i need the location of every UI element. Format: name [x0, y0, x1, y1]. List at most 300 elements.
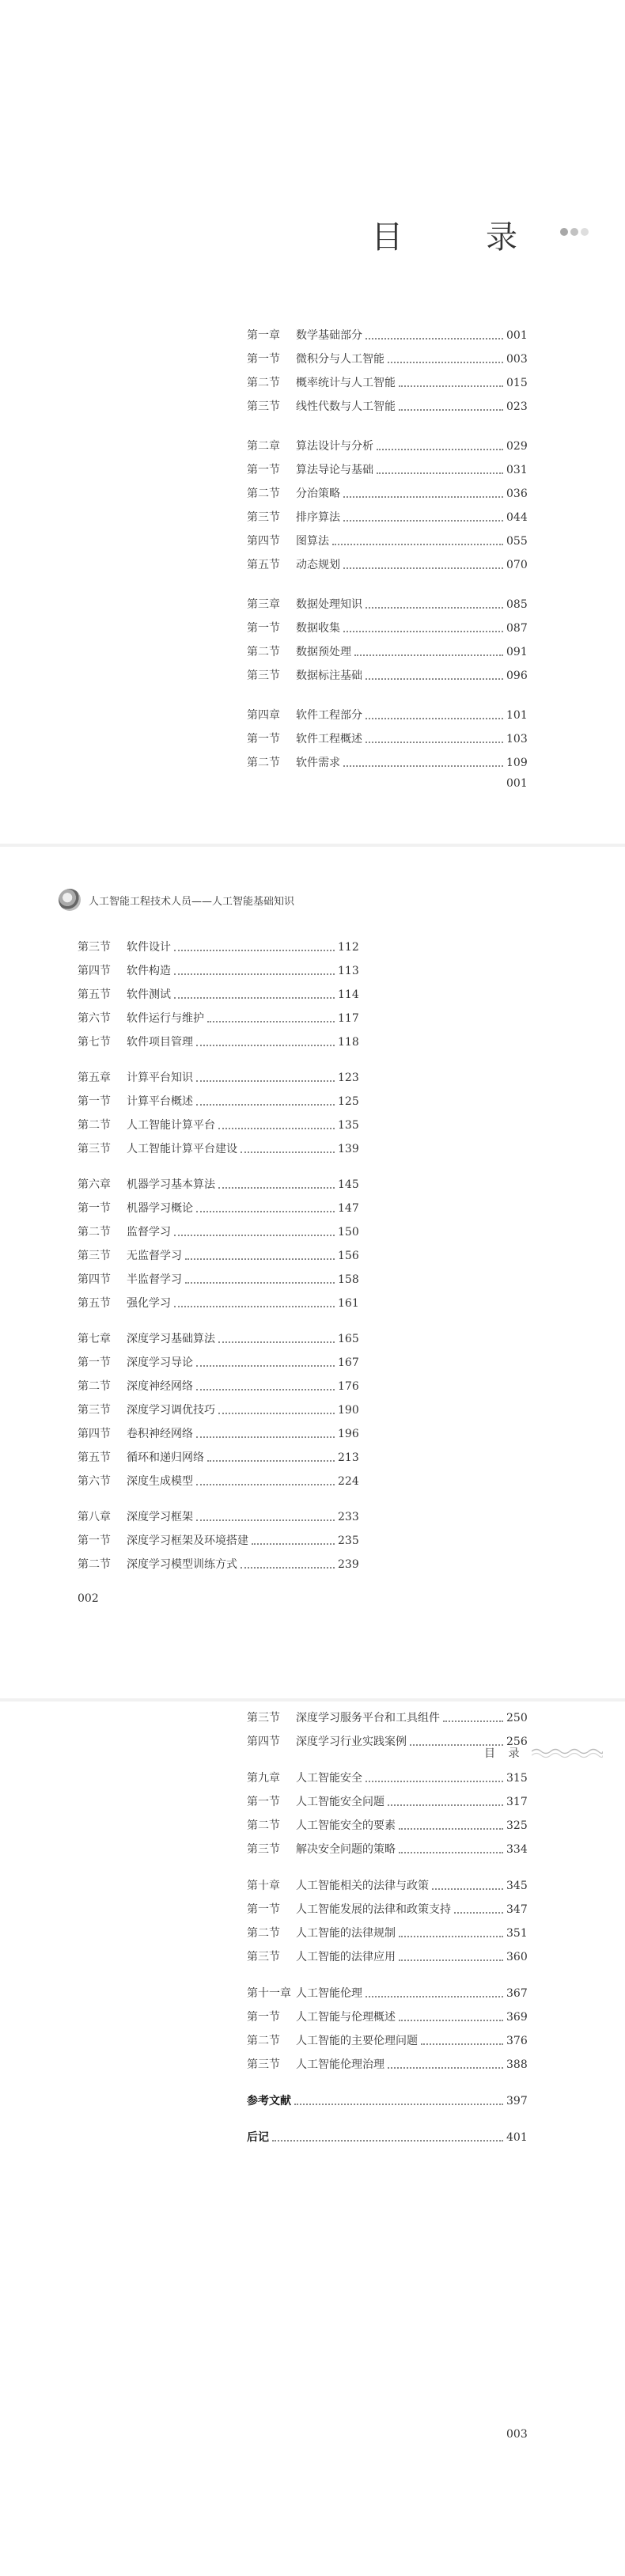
- toc-entry-title: 深度生成模型: [127, 1475, 193, 1488]
- toc-chapter-entry[interactable]: [247, 1984, 528, 2001]
- toc-section-entry[interactable]: [247, 2008, 528, 2025]
- toc-entry-label: 第二节: [247, 2035, 280, 2047]
- toc-entry-page: 031: [506, 464, 528, 476]
- toc-entry-page: 123: [338, 1072, 359, 1084]
- toc-entry-title: 强化学习: [127, 1297, 171, 1310]
- dot-leader: [252, 1543, 335, 1545]
- toc-entry-label: 第三节: [247, 1712, 280, 1724]
- toc-entry-label: 第二节: [247, 488, 280, 500]
- toc-section-entry[interactable]: [247, 397, 528, 415]
- dot-leader: [185, 1258, 335, 1260]
- dot-leader: [207, 1460, 335, 1462]
- toc-entry-page: 139: [338, 1143, 359, 1155]
- toc-entry-title: 参考文献: [247, 2095, 291, 2107]
- toc-section-entry[interactable]: [78, 962, 357, 979]
- toc-entry-label: 第一节: [247, 464, 280, 476]
- toc-section-entry[interactable]: [78, 1294, 357, 1311]
- toc-section-entry[interactable]: [78, 1401, 357, 1418]
- toc-section-entry[interactable]: [78, 1199, 357, 1216]
- toc-entry-label: 第三章: [247, 598, 280, 611]
- toc-section-entry[interactable]: [78, 1033, 357, 1050]
- toc-entry-page: 158: [338, 1273, 359, 1286]
- dot-leader: [366, 742, 503, 743]
- dot-leader: [377, 472, 503, 474]
- toc-entry-label: 第三节: [247, 400, 280, 413]
- toc-entry-page: 345: [506, 1880, 528, 1892]
- toc-entry-page: 388: [506, 2058, 528, 2071]
- toc-entry-page: 029: [506, 440, 528, 453]
- toc-section-entry[interactable]: [247, 1816, 528, 1834]
- toc-entry-page: 015: [506, 377, 528, 389]
- toc-entry-label: 第五节: [78, 1451, 111, 1464]
- toc-entry-page: 250: [506, 1712, 528, 1724]
- dot-leader: [272, 2140, 503, 2142]
- toc-entry-label: 第二节: [78, 1119, 111, 1132]
- toc-entry-page: 376: [506, 2035, 528, 2047]
- dot-leader: [196, 1365, 335, 1367]
- toc-section-entry[interactable]: [78, 1555, 357, 1573]
- dot-leader: [218, 1341, 335, 1343]
- toc-entry-title: 人工智能发展的法律和政策支持: [296, 1903, 451, 1916]
- toc-entry-title: 解决安全问题的策略: [296, 1843, 396, 1856]
- toc-section-entry[interactable]: [247, 1924, 528, 1941]
- dot-leader: [432, 1888, 503, 1890]
- toc-chapter-entry[interactable]: [247, 1876, 528, 1894]
- toc-section-entry[interactable]: [247, 730, 528, 747]
- toc-section-entry[interactable]: [78, 938, 357, 955]
- toc-section-entry[interactable]: [78, 1425, 357, 1442]
- toc-entry-page: 103: [506, 733, 528, 745]
- toc-entry-label: 第三节: [78, 1404, 111, 1417]
- toc-entry-label: 第四节: [78, 1273, 111, 1286]
- toc-entry-label: 第六章: [78, 1178, 111, 1191]
- toc-entry-title: 深度学习导论: [127, 1356, 193, 1369]
- dot-leader: [454, 1912, 503, 1914]
- toc-entry-label: 第五章: [78, 1072, 111, 1084]
- toc-entry-page: 360: [506, 1951, 528, 1963]
- dot-leader: [366, 1781, 503, 1782]
- toc-section-entry[interactable]: [247, 532, 528, 549]
- toc-entry-label: 第四节: [78, 965, 111, 977]
- toc-entry-page: 239: [338, 1558, 359, 1571]
- toc-entry-title: 人工智能的法律应用: [296, 1951, 396, 1963]
- dot-leader: [388, 2067, 503, 2069]
- dot-leader: [185, 1282, 335, 1284]
- toc-page-3: [0, 1702, 625, 2576]
- toc-entry-page: 190: [338, 1404, 359, 1417]
- toc-section-entry[interactable]: [247, 1948, 528, 1965]
- dot-leader: [343, 496, 503, 498]
- toc-entry-page: 135: [338, 1119, 359, 1132]
- toc-entry-label: 第一节: [78, 1202, 111, 1215]
- toc-chapter-entry[interactable]: [78, 1175, 357, 1193]
- toc-entry-label: 第二节: [78, 1558, 111, 1571]
- toc-entry-label: 第一节: [247, 622, 280, 635]
- toc-entry-title: 深度学习行业实践案例: [296, 1736, 407, 1748]
- dot-leader: [196, 1211, 335, 1212]
- toc-entry-page: 003: [506, 353, 528, 366]
- toc-chapter-entry[interactable]: [247, 1769, 528, 1786]
- toc-page-2: [0, 847, 625, 1702]
- dot-leader: [443, 1720, 503, 1722]
- toc-section-entry[interactable]: [78, 1270, 357, 1288]
- toc-entry-title: 深度学习服务平台和工具组件: [296, 1712, 440, 1724]
- toc-entry-label: 第一节: [247, 1796, 280, 1808]
- toc-entry-page: 233: [338, 1511, 359, 1523]
- dot-leader: [196, 1045, 335, 1046]
- dot-leader: [241, 1151, 335, 1153]
- dot-leader: [366, 678, 503, 680]
- toc-entry-label: 第三节: [247, 1843, 280, 1856]
- toc-entry-label: 第三节: [247, 1951, 280, 1963]
- dot-leader: [196, 1104, 335, 1106]
- toc-section-entry[interactable]: [247, 556, 528, 573]
- toc-chapter-entry[interactable]: [247, 706, 528, 723]
- toc-entry-page: 367: [506, 1987, 528, 2000]
- toc-entry-title: 深度学习基础算法: [127, 1333, 215, 1345]
- toc-entry-title: 循环和递归网络: [127, 1451, 204, 1464]
- toc-section-entry[interactable]: [78, 1472, 357, 1489]
- dot-leader: [399, 1852, 503, 1853]
- toc-entry-title: 图算法: [296, 535, 329, 548]
- toc-entry-label: 第八章: [78, 1511, 111, 1523]
- toc-entry-page: 150: [338, 1226, 359, 1239]
- toc-entry-page: 112: [338, 941, 359, 954]
- toc-entry-page: 176: [338, 1380, 359, 1393]
- dot-leader: [410, 1744, 503, 1746]
- page-number: 001: [506, 777, 528, 790]
- toc-entry-page: 334: [506, 1843, 528, 1856]
- toc-entry-page: 224: [338, 1475, 359, 1488]
- toc-entry-label: 第二节: [247, 646, 280, 658]
- dot-leader: [294, 2104, 503, 2105]
- toc-entry-label: 第二章: [247, 440, 280, 453]
- toc-entry-page: 165: [338, 1333, 359, 1345]
- toc-chapter-entry[interactable]: [78, 1508, 357, 1525]
- toc-section-entry[interactable]: [247, 1709, 528, 1726]
- toc-entry-page: 101: [506, 709, 528, 722]
- toc-entry-title: 软件需求: [296, 757, 340, 769]
- toc-entry-label: 第五节: [247, 559, 280, 571]
- running-header-text: 人工智能工程技术人员——人工智能基础知识: [89, 895, 295, 908]
- toc-entry-page: 096: [506, 670, 528, 682]
- dot-leader: [174, 950, 335, 951]
- toc-entry-title: 软件设计: [127, 941, 171, 954]
- toc-entry-title: 人工智能伦理: [296, 1987, 362, 2000]
- toc-chapter-entry[interactable]: [78, 1068, 357, 1086]
- toc-section-entry[interactable]: [78, 1140, 357, 1157]
- dot-leader: [377, 449, 503, 450]
- dot-leader: [343, 520, 503, 522]
- toc-entry-title: 人工智能安全问题: [296, 1796, 384, 1808]
- running-header: [59, 889, 294, 911]
- toc-entry-label: 第六节: [78, 1475, 111, 1488]
- toc-entry-title: 数据收集: [296, 622, 340, 635]
- toc-entry-label: 第二节: [78, 1226, 111, 1239]
- dot-leader: [366, 718, 503, 719]
- toc-entry-label: 第六节: [78, 1012, 111, 1025]
- toc-entry-page: 401: [506, 2131, 528, 2144]
- dot-leader: [388, 362, 503, 363]
- dot-leader: [421, 2043, 503, 2045]
- toc-section-entry[interactable]: [247, 484, 528, 502]
- toc-entry-title: 深度神经网络: [127, 1380, 193, 1393]
- dot-leader: [399, 2020, 503, 2021]
- toc-entry-label: 第二节: [247, 377, 280, 389]
- toc-backmatter-entry[interactable]: [247, 2128, 528, 2145]
- dot-leader: [196, 1389, 335, 1390]
- toc-section-entry[interactable]: [78, 1531, 357, 1549]
- toc-entry-label: 第三节: [247, 2058, 280, 2071]
- toc-entry-page: 145: [338, 1178, 359, 1191]
- dot-leader: [174, 1235, 335, 1236]
- toc-entry-title: 数据预处理: [296, 646, 351, 658]
- dot-leader: [174, 997, 335, 999]
- toc-entry-page: 044: [506, 511, 528, 524]
- toc-entry-title: 线性代数与人工智能: [296, 400, 396, 413]
- toc-chapter-entry[interactable]: [247, 437, 528, 454]
- toc-entry-title: 算法设计与分析: [296, 440, 373, 453]
- dot-leader: [196, 1519, 335, 1521]
- toc-section-entry[interactable]: [247, 1840, 528, 1857]
- toc-section-entry[interactable]: [78, 1246, 357, 1264]
- toc-backmatter-entry[interactable]: [247, 2092, 528, 2109]
- toc-entry-title: 排序算法: [296, 511, 340, 524]
- toc-entry-title: 数据处理知识: [296, 598, 362, 611]
- toc-entry-title: 动态规划: [296, 559, 340, 571]
- toc-section-entry[interactable]: [78, 985, 357, 1003]
- dot-leader: [388, 1804, 503, 1806]
- toc-entry-page: 351: [506, 1927, 528, 1940]
- toc-entry-page: 091: [506, 646, 528, 658]
- toc-entry-page: 167: [338, 1356, 359, 1369]
- toc-entry-title: 半监督学习: [127, 1273, 182, 1286]
- toc-entry-page: 235: [338, 1535, 359, 1547]
- toc-entry-page: 196: [338, 1428, 359, 1440]
- toc-section-entry[interactable]: [247, 666, 528, 684]
- toc-entry-title: 人工智能安全的要素: [296, 1819, 396, 1832]
- dot-leader: [399, 1828, 503, 1830]
- toc-entry-label: 第三节: [247, 670, 280, 682]
- dot-leader: [241, 1567, 335, 1569]
- toc-entry-title: 概率统计与人工智能: [296, 377, 396, 389]
- toc-section-entry[interactable]: [78, 1223, 357, 1240]
- toc-entry-label: 第一节: [78, 1535, 111, 1547]
- toc-entry-title: 软件测试: [127, 988, 171, 1001]
- toc-section-entry[interactable]: [247, 753, 528, 771]
- toc-entry-label: 第二节: [247, 757, 280, 769]
- toc-section-entry[interactable]: [247, 350, 528, 367]
- toc-section-entry[interactable]: [78, 1377, 357, 1394]
- toc-entry-title: 人工智能的法律规制: [296, 1927, 396, 1940]
- dot-leader: [174, 1306, 335, 1307]
- dot-leader: [366, 1996, 503, 1997]
- toc-entry-label: 第一节: [78, 1356, 111, 1369]
- toc-entry-title: 数学基础部分: [296, 329, 362, 342]
- page-number: 003: [506, 2428, 528, 2441]
- dot-leader: [399, 385, 503, 387]
- toc-entry-page: 109: [506, 757, 528, 769]
- toc-section-entry[interactable]: [247, 1793, 528, 1810]
- toc-entry-label: 第三节: [247, 511, 280, 524]
- toc-entry-page: 317: [506, 1796, 528, 1808]
- toc-entry-title: 机器学习概论: [127, 1202, 193, 1215]
- toc-entry-label: 第二节: [247, 1927, 280, 1940]
- toc-entry-page: 114: [338, 988, 359, 1001]
- toc-entry-title: 人工智能相关的法律与政策: [296, 1880, 429, 1892]
- dot-leader: [366, 607, 503, 609]
- toc-entry-page: 125: [338, 1095, 359, 1108]
- toc-entry-label: 第一章: [247, 329, 280, 342]
- toc-entry-page: 347: [506, 1903, 528, 1916]
- toc-entry-page: 156: [338, 1250, 359, 1262]
- toc-title: 目 录: [371, 219, 554, 256]
- toc-entry-page: 256: [506, 1736, 528, 1748]
- wave-decoration-icon: [532, 1747, 603, 1759]
- dot-leader: [218, 1128, 335, 1129]
- toc-entry-title: 人工智能计算平台: [127, 1119, 215, 1132]
- toc-entry-page: 023: [506, 400, 528, 413]
- dot-leader: [174, 973, 335, 975]
- toc-entry-label: 第三节: [78, 1143, 111, 1155]
- toc-entry-title: 软件运行与维护: [127, 1012, 204, 1025]
- toc-entry-page: 315: [506, 1772, 528, 1785]
- toc-page-1: [0, 0, 625, 847]
- toc-entry-page: 055: [506, 535, 528, 548]
- toc-entry-title: 深度学习调优技巧: [127, 1404, 215, 1417]
- toc-entry-page: 085: [506, 598, 528, 611]
- toc-entry-label: 第三节: [78, 1250, 111, 1262]
- toc-entry-label: 第二节: [247, 1819, 280, 1832]
- toc-entry-title: 无监督学习: [127, 1250, 182, 1262]
- toc-entry-page: 325: [506, 1819, 528, 1832]
- toc-entry-title: 人工智能与伦理概述: [296, 2011, 396, 2024]
- toc-entry-title: 计算平台知识: [127, 1072, 193, 1084]
- toc-entry-label: 第四节: [78, 1428, 111, 1440]
- toc-entry-label: 第十一章: [247, 1987, 291, 2000]
- dot-leader: [332, 544, 503, 545]
- toc-section-entry[interactable]: [78, 1353, 357, 1371]
- dot-leader: [196, 1436, 335, 1438]
- dot-leader: [399, 1936, 503, 1937]
- dot-leader: [399, 1960, 503, 1961]
- toc-section-entry[interactable]: [78, 1092, 357, 1110]
- toc-entry-page: 087: [506, 622, 528, 635]
- toc-entry-title: 算法导论与基础: [296, 464, 373, 476]
- toc-section-entry[interactable]: [247, 508, 528, 525]
- toc-entry-title: 深度学习框架及环境搭建: [127, 1535, 248, 1547]
- toc-entry-title: 人工智能的主要伦理问题: [296, 2035, 418, 2047]
- toc-section-entry[interactable]: [247, 2032, 528, 2049]
- title-dots-decoration: [560, 224, 591, 239]
- toc-entry-title: 监督学习: [127, 1226, 171, 1239]
- toc-section-entry[interactable]: [78, 1116, 357, 1133]
- toc-entry-label: 第一节: [247, 1903, 280, 1916]
- toc-entry-label: 第五节: [78, 988, 111, 1001]
- toc-entry-title: 深度学习模型训练方式: [127, 1558, 237, 1571]
- toc-entry-page: 118: [338, 1036, 359, 1049]
- page-number: 002: [78, 1592, 99, 1605]
- toc-chapter-entry[interactable]: [247, 326, 528, 343]
- toc-entry-page: 147: [338, 1202, 359, 1215]
- toc-section-entry[interactable]: [247, 643, 528, 660]
- dot-leader: [218, 1187, 335, 1189]
- toc-entry-label: 第七节: [78, 1036, 111, 1049]
- toc-entry-title: 软件项目管理: [127, 1036, 193, 1049]
- toc-entry-page: 369: [506, 2011, 528, 2024]
- toc-entry-label: 第五节: [78, 1297, 111, 1310]
- toc-entry-title: 机器学习基本算法: [127, 1178, 215, 1191]
- dot-leader: [207, 1021, 335, 1022]
- toc-entry-title: 软件工程部分: [296, 709, 362, 722]
- dot-leader: [343, 631, 503, 632]
- toc-entry-label: 第九章: [247, 1772, 280, 1785]
- toc-entry-label: 第四节: [247, 535, 280, 548]
- toc-entry-title: 人工智能伦理治理: [296, 2058, 384, 2071]
- dot-leader: [218, 1413, 335, 1414]
- toc-entry-label: 第一节: [247, 2011, 280, 2024]
- toc-entry-label: 第三节: [78, 941, 111, 954]
- dot-leader: [366, 338, 503, 340]
- toc-entry-label: 第十章: [247, 1880, 280, 1892]
- toc-section-entry[interactable]: [78, 1009, 357, 1026]
- toc-entry-title: 人工智能计算平台建设: [127, 1143, 237, 1155]
- toc-entry-title: 深度学习框架: [127, 1511, 193, 1523]
- dot-leader: [399, 409, 503, 411]
- toc-entry-title: 软件工程概述: [296, 733, 362, 745]
- dot-leader: [354, 654, 503, 656]
- running-header-text: 目 录: [484, 1747, 525, 1760]
- toc-section-entry[interactable]: [247, 619, 528, 636]
- toc-entry-page: 213: [338, 1451, 359, 1464]
- toc-section-entry[interactable]: [78, 1448, 357, 1466]
- toc-section-entry[interactable]: [247, 2055, 528, 2073]
- toc-entry-page: 117: [338, 1012, 359, 1025]
- toc-section-entry[interactable]: [247, 1900, 528, 1918]
- toc-entry-page: 001: [506, 329, 528, 342]
- toc-entry-page: 070: [506, 559, 528, 571]
- toc-section-entry[interactable]: [247, 374, 528, 391]
- toc-entry-label: 第一节: [247, 353, 280, 366]
- toc-entry-title: 计算平台概述: [127, 1095, 193, 1108]
- toc-entry-title: 后记: [247, 2131, 269, 2144]
- toc-entry-label: 第四章: [247, 709, 280, 722]
- dot-leader: [343, 765, 503, 767]
- toc-chapter-entry[interactable]: [247, 595, 528, 613]
- toc-entry-title: 软件构造: [127, 965, 171, 977]
- toc-entry-title: 微积分与人工智能: [296, 353, 384, 366]
- toc-section-entry[interactable]: [247, 1732, 528, 1750]
- toc-entry-page: 397: [506, 2095, 528, 2107]
- dot-leader: [196, 1484, 335, 1485]
- dot-leader: [196, 1080, 335, 1082]
- toc-entry-label: 第一节: [78, 1095, 111, 1108]
- toc-entry-label: 第七章: [78, 1333, 111, 1345]
- toc-entry-title: 数据标注基础: [296, 670, 362, 682]
- toc-entry-title: 分治策略: [296, 488, 340, 500]
- toc-entry-label: 第一节: [247, 733, 280, 745]
- toc-entry-label: 第四节: [247, 1736, 280, 1748]
- toc-entry-label: 第二节: [78, 1380, 111, 1393]
- toc-chapter-entry[interactable]: [78, 1330, 357, 1347]
- toc-entry-title: 卷积神经网络: [127, 1428, 193, 1440]
- toc-entry-page: 161: [338, 1297, 359, 1310]
- dot-leader: [343, 567, 503, 569]
- toc-section-entry[interactable]: [247, 461, 528, 478]
- book-logo-icon: [59, 889, 81, 911]
- toc-entry-page: 113: [338, 965, 359, 977]
- toc-entry-title: 人工智能安全: [296, 1772, 362, 1785]
